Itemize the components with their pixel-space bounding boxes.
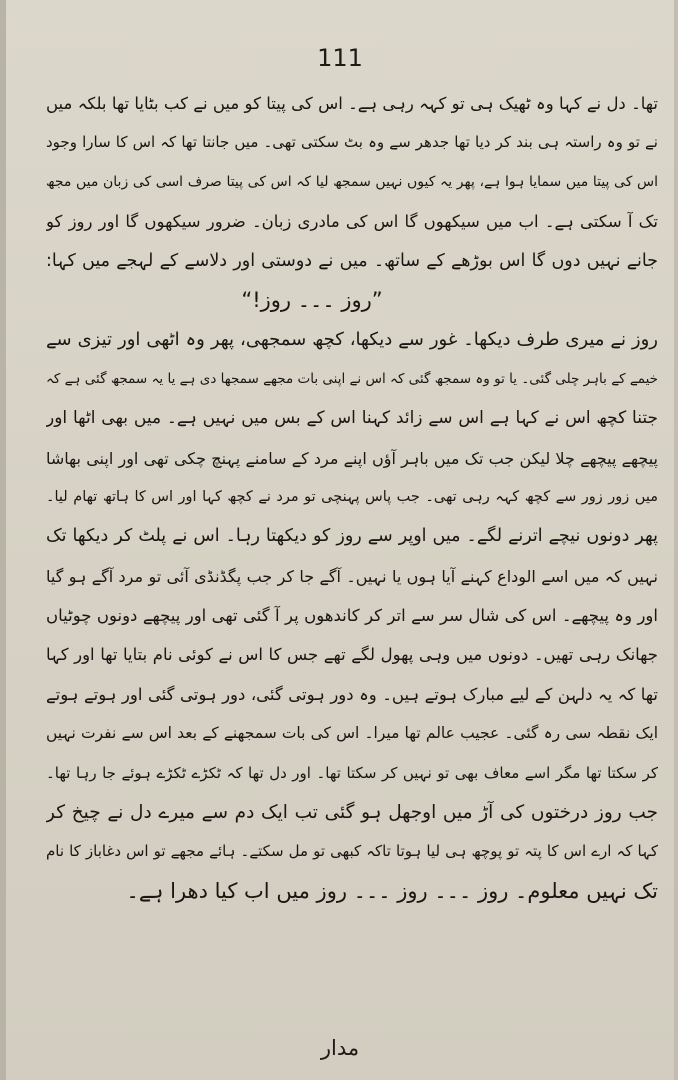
text-line: خیمے کے باہر چلی گئی۔ یا تو وہ سمجھ گئی کہ اس نے اپنی بات مجھے سمجھا دی ہے یا یہ سمجھ گئی ہے کہ — [46, 370, 658, 387]
text-line: روز نے میری طرف دیکھا۔ غور سے دیکھا، کچھ سمجھی، پھر وہ اٹھی اور تیزی سے — [46, 329, 658, 351]
text-line: پیچھے پیچھے چلا لیکن جب تک میں باہر آؤں اپنے مرد کے سامنے پہنچ چکی تھی اور اپنی بھاشا — [46, 448, 658, 468]
text-line: تک آ سکتی ہے۔ اب میں سیکھوں گا اس کی مادری زبان۔ ضرور سیکھوں گا اور روز کو — [46, 212, 658, 232]
text-line: جانے نہیں دوں گا اس بوڑھے کے ساتھ۔ میں نے دوستی اور دلاسے کے لہجے میں کہا: — [46, 250, 658, 271]
text-line: ایک نقطہ سی رہ گئی۔ عجیب عالم تھا میرا۔ اس کی بات سمجھنے کے بعد اس سے نفرت نہیں — [46, 724, 658, 743]
text-line: کر سکتا تھا مگر اسے معاف بھی تو نہیں کر سکتا تھا۔ اور دل تھا کہ ٹکڑے ٹکڑے ہوئے جا رہا تھا۔ — [46, 763, 658, 782]
text-line: پھر دونوں نیچے اترنے لگے۔ میں اوپر سے روز کو دیکھتا رہا۔ اس نے پلٹ کر دیکھا تک — [46, 526, 658, 547]
text-line: ”روز ۔۔۔ روز!“ — [241, 287, 383, 312]
text-line: جتنا کچھ اس نے کہا ہے اس سے زائد کہنا اس کے بس میں نہیں ہے۔ میں بھی اٹھا اور — [46, 408, 658, 429]
text-line: تھا کہ یہ دلہن کے لیے مبارک ہوتے ہیں۔ وہ دور ہوتی گئی، دور ہوتی گئی اور ہوتے ہوتے — [46, 684, 658, 704]
text-line: اس کی پیتا میں سمایا ہوا ہے، پھر یہ کیوں نہیں سمجھ لیا کہ اس کی پیتا صرف اسی کی زبان میں مجھ — [46, 173, 658, 190]
text-line: جھانک رہی تھیں۔ دونوں میں وہی پھول لگے تھے جس کا اس نے کوئی نام بتایا تھا اور کہا — [46, 645, 658, 665]
text-line: اور وہ پیچھے۔ اس کی شال سر سے اتر کر کاندھوں پر آ گئی تھی اور پیچھے دونوں چوٹیاں — [46, 606, 658, 626]
text-line: تک نہیں معلوم۔ روز ۔۔۔ روز ۔۔۔ روز میں اب کیا دھرا ہے۔ — [126, 878, 658, 903]
page-number: 111 — [317, 44, 363, 72]
text-line: جب روز درختوں کی آڑ میں اوجھل ہو گئی تب ایک دم سے میرے دل نے چیخ کر — [46, 802, 658, 824]
page-footer: مدار — [320, 1036, 360, 1060]
text-line: میں زور زور سے کچھ کہہ رہی تھی۔ جب پاس پہنچی تو مرد نے کچھ کہا اور اس کا ہاتھ تھام لیا۔ — [46, 488, 658, 505]
text-line: تھا۔ دل نے کہا وہ ٹھیک ہی تو کہہ رہی ہے۔ اس کی پیتا کو میں نے کب بٹایا تھا بلکہ میں — [46, 94, 658, 113]
text-line: نے تو وہ راستہ ہی بند کر دیا تھا جدھر سے وہ بٹ سکتی تھی۔ میں جانتا تھا کہ اس کا سارا وجود — [46, 133, 658, 152]
text-line: کہا کہ ارے اس کا پتہ تو پوچھ ہی لیا ہوتا تاکہ کبھی تو مل سکتے۔ ہائے مجھے تو اس دغاباز کا نام — [46, 842, 658, 861]
text-line: نہیں کہ میں اسے الوداع کہنے آیا ہوں یا نہیں۔ آگے جا کر جب پگڈنڈی آئی تو مرد آگے ہو گیا — [46, 566, 658, 586]
page-body-text — [46, 84, 658, 911]
